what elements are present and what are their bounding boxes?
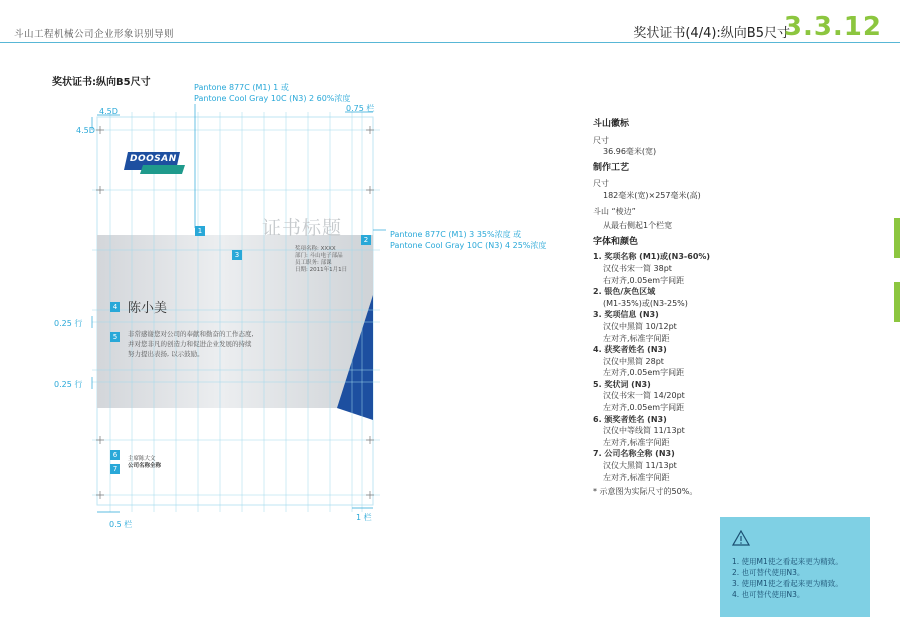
spec-item-line: 汉仪书宋一简 38pt: [603, 263, 672, 273]
spec-item-line: 左对齐,标准字间距: [603, 472, 670, 482]
spec-item-title: 3. 奖项信息 (N3): [593, 310, 659, 320]
callout-top-line-1: Pantone 877C (M1) 1 或: [194, 83, 289, 92]
note-line: 3. 使用M1使之看起来更为精致。: [732, 579, 843, 588]
award-info-line: 员工职务: 部课: [295, 260, 332, 266]
marker-5: 5: [110, 332, 120, 342]
spec-item-line: 汉仪中黑简 10/12pt: [603, 321, 677, 331]
citation-line: 努力提出表扬, 以示鼓励。: [128, 350, 204, 358]
marker-3: 3: [232, 250, 242, 260]
award-info-line: 日期: 2011年1月1日: [295, 267, 348, 273]
award-info: [295, 246, 347, 274]
dim-top-right: 0.75 栏: [346, 104, 375, 113]
award-info-line: 奖项名称: XXXX: [295, 246, 336, 252]
presenter-block: [128, 456, 161, 470]
presenter-name: 主席陈大文: [128, 456, 156, 462]
marker-2: 2: [361, 235, 371, 245]
spec-item-line: 汉仪书宋一简 14/20pt: [603, 391, 685, 401]
spec-item-line: (M1-35%)或(N3-25%): [603, 298, 688, 308]
edge-value: 从最右侧起1个栏宽: [603, 221, 673, 231]
footnote: * 示意图为实际尺寸的50%。: [593, 487, 698, 497]
logo-size-value: 36.96毫米(宽): [603, 147, 657, 157]
note-lines: [732, 556, 843, 600]
doosan-logo: DOOSAN: [130, 154, 177, 164]
document-title: 斗山工程机械公司企业形象识别导则: [14, 29, 175, 40]
craft-size-value: 182毫米(宽)×257毫米(高): [603, 190, 701, 200]
callout-right-line-1: Pantone 877C (M1) 3 35%浓度 或: [390, 230, 522, 239]
spec-item-title: 7. 公司名称全称 (N3): [593, 449, 675, 459]
spec-item-title: 5. 奖状词 (N3): [593, 379, 651, 389]
spec-column: [593, 119, 713, 498]
spec-item-line: 左对齐,0.05em字间距: [603, 368, 685, 378]
craft-heading: 制作工艺: [593, 162, 630, 173]
section-number: 3.3.12: [783, 12, 882, 42]
spec-item-line: 右对齐,0.05em字间距: [603, 275, 685, 285]
note-line: 2. 也可替代使用N3。: [732, 568, 805, 577]
callout-top-line-2: Pantone Cool Gray 10C (N3) 2 60%浓度: [194, 94, 351, 103]
warning-icon: [732, 530, 750, 546]
spec-item-line: 汉仪中等线简 11/13pt: [603, 426, 685, 436]
award-info-line: 部门: 斗山电子部品: [295, 253, 343, 259]
callout-right-line-2: Pantone Cool Gray 10C (N3) 4 25%浓度: [390, 241, 547, 250]
doosan-logo-teal: [140, 165, 185, 174]
marker-1: 1: [195, 226, 205, 236]
dim-bottom-right: 1 栏: [356, 513, 372, 522]
dim-left: 4.5D: [76, 126, 95, 135]
spec-item-line: 左对齐,标准字间距: [603, 333, 670, 343]
logo-heading: 斗山徽标: [593, 119, 630, 129]
company-name: 公司名称全称: [128, 463, 162, 469]
spec-item-line: 左对齐,0.05em字间距: [603, 403, 685, 413]
spec-item-title: 6. 颁奖者姓名 (N3): [593, 414, 667, 424]
marker-4: 4: [110, 302, 120, 312]
dim-bottom-left: 0.5 栏: [109, 520, 133, 529]
citation-line: 并对您非凡的创造力和促进企业发展的持续: [128, 340, 252, 348]
font-heading: 字体和颜色: [593, 236, 639, 247]
spec-item-title: 2. 银色/灰色区域: [593, 287, 656, 297]
recipient-name: 陈小美: [128, 301, 168, 316]
spec-item-title: 1. 奖项名称 (M1)或(N3-60%): [593, 252, 711, 262]
citation-text: [128, 329, 254, 359]
spec-item-line: 汉仪中黑简 28pt: [603, 356, 664, 366]
dim-row-2: 0.25 行: [54, 380, 83, 389]
dim-top-left: 4.5D: [99, 107, 118, 116]
spec-items: [593, 251, 713, 483]
spec-item-title: 4. 获奖者姓名 (N3): [593, 345, 667, 355]
note-line: 1. 使用M1使之看起来更为精致。: [732, 557, 843, 566]
certificate-heading: 证书标题: [262, 217, 343, 239]
spec-item-line: 汉仪大黑简 11/13pt: [603, 461, 677, 471]
edge-label: 斗山 “棱边”: [593, 206, 636, 216]
citation-line: 非常感谢您对公司的奉献和勤奋的工作态度,: [128, 330, 254, 338]
note-line: 4. 也可替代使用N3。: [732, 590, 805, 599]
marker-6: 6: [110, 450, 120, 460]
craft-size-label: 尺寸: [593, 179, 609, 189]
logo-size-label: 尺寸: [593, 135, 609, 145]
spec-item-line: 左对齐,标准字间距: [603, 437, 670, 447]
marker-7: 7: [110, 464, 120, 474]
diagram-subtitle: 奖状证书:纵向B5尺寸: [52, 77, 151, 88]
dim-row-1: 0.25 行: [54, 319, 83, 328]
section-title: 奖状证书(4/4):纵向B5尺寸: [633, 26, 790, 41]
